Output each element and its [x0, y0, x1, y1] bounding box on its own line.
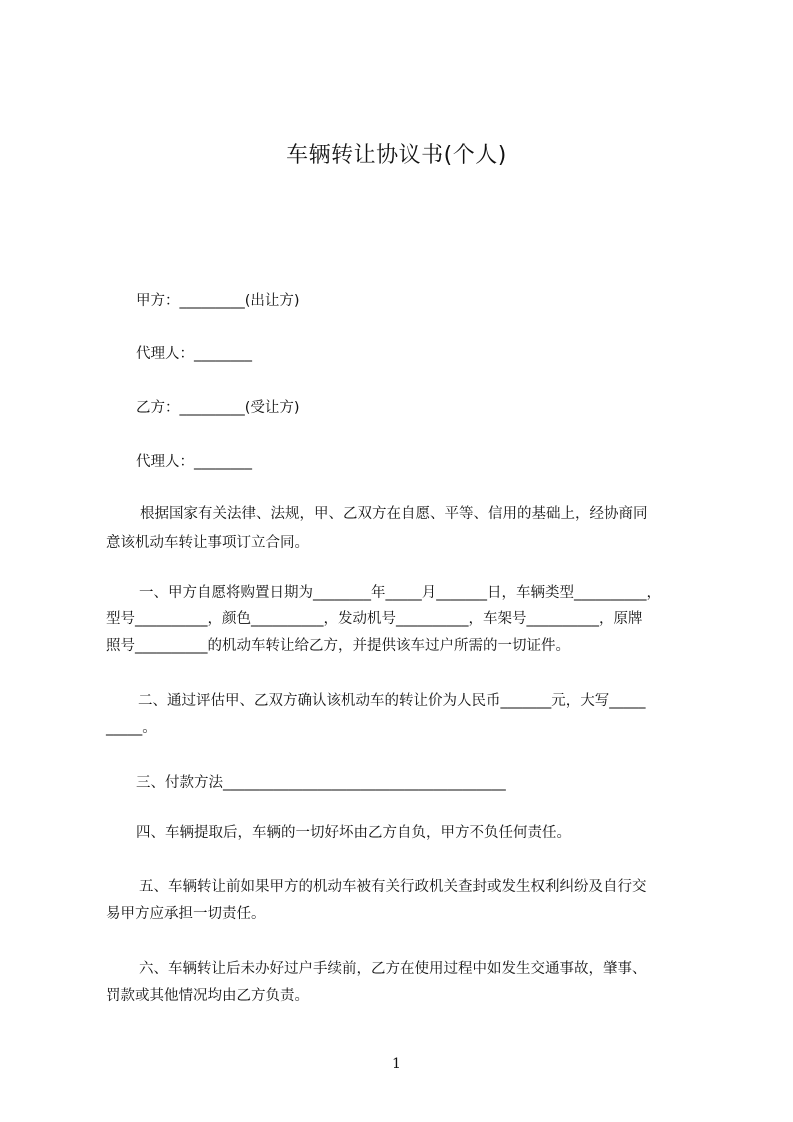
- clause-line: _____。: [106, 720, 157, 736]
- clause-line: 易甲方应承担一切责任。: [106, 906, 266, 922]
- page-number: 1: [392, 1056, 401, 1072]
- clause-line: 五、车辆转让前如果甲方的机动车被有关行政机关查封或发生权利纠纷及自行交: [139, 879, 647, 895]
- party-a-line: 甲方：_________(出让方): [136, 293, 300, 309]
- clause-line: 二、通过评估甲、乙双方确认该机动车的转让价为人民币_______元，大写_____: [138, 693, 646, 709]
- agent-a-line: 代理人：________: [136, 346, 252, 362]
- document-title: 车辆转让协议书(个人): [286, 143, 507, 168]
- clause-line: 照号__________的机动车转让给乙方，并提供该车过户所需的一切证件。: [106, 638, 570, 654]
- clause-line: 六、车辆转让后未办好过户手续前，乙方在使用过程中如发生交通事故，肇事、: [139, 961, 647, 977]
- clause-line: 型号__________，颜色__________，发动机号__________，车架号__________，原牌: [106, 611, 643, 627]
- clause-4: 四、车辆提取后，车辆的一切好坏由乙方自负，甲方不负任何责任。: [136, 825, 571, 841]
- clause-3: 三、付款方法_______________________________________: [136, 775, 506, 791]
- preamble-line: 意该机动车转让事项订立合同。: [106, 535, 309, 551]
- party-b-line: 乙方：_________(受让方): [136, 400, 300, 416]
- clause-line: 罚款或其他情况均由乙方负责。: [106, 988, 309, 1004]
- agent-b-line: 代理人：________: [136, 454, 252, 470]
- clause-line: 一、甲方自愿将购置日期为________年_____月_______日，车辆类型__________，: [139, 585, 661, 601]
- preamble-line: 根据国家有关法律、法规，甲、乙双方在自愿、平等、信用的基础上，经协商同: [140, 506, 648, 522]
